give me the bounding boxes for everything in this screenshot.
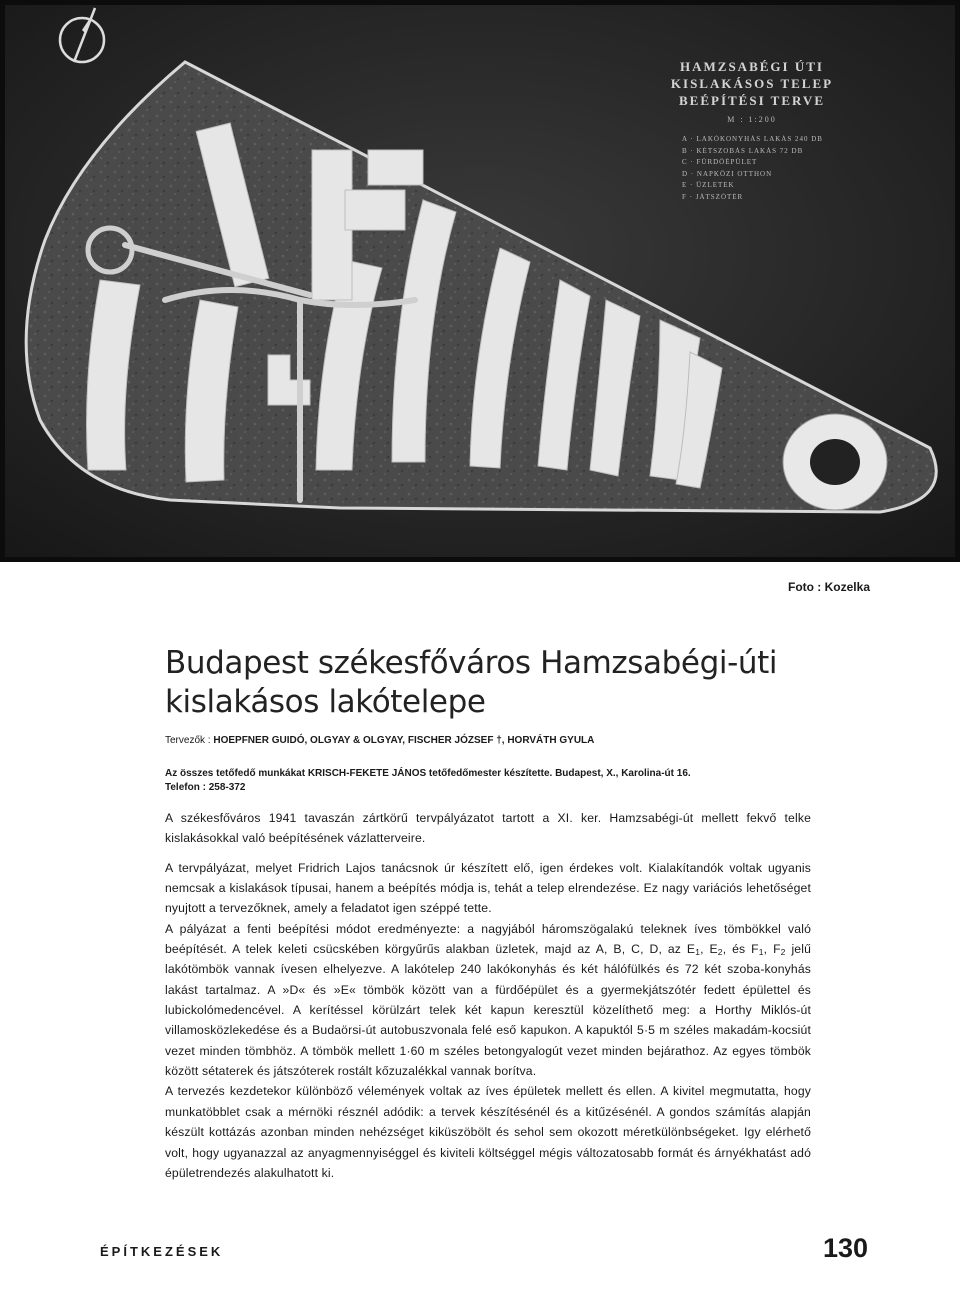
paragraph: A tervpályázat, melyet Fridrich Lajos tanácsnok úr készített elő, igen érdekes volt. Kialakítandók voltak ugyanis nemcsak a kislakások típusai, hanem a beépítés módja is, tehát a telep elrendezése. Ez nagy variációs lehetőséget nyujtott a tervezőknek, amely a feladatot igen széppé tette. (165, 860, 811, 916)
paragraph: A tervezés kezdetekor különböző vélemények voltak az íves épületek mellett és ellen. A kivitel megmutatta, hogy munkatöbblet csak a mérnöki résznél adódik: a tervek készítésénél és a kitűzésénél. A gondos számítás alapján készült kottázás azonban minden nehézséget kiküszöbölt és sehol sem okozott méretkülönbségeket. Igy elérhető volt, hogy ugyanazzal az anyagmennyiséggel és kiviteli költséggel mégis változatosabb formát és árnyékhatást adó épületrendezés alakulhatott ki. (165, 1084, 811, 1180)
magazine-name: ÉPÍTKEZÉSEK (100, 1244, 224, 1259)
designers-credit (165, 735, 845, 746)
plan-legend-title-2: KISLAKÁSOS TELEP (670, 76, 834, 91)
plan-legend-item: B · KÉTSZOBÁS LAKÁS 72 DB (682, 146, 804, 155)
article-body (165, 808, 811, 1183)
designers-names: HOEPFNER GUIDÓ, OLGYAY & OLGYAY, FISCHER JÓZSEF †, HORVÁTH GYULA (213, 735, 595, 746)
plan-legend-item: C · FÜRDŐÉPÜLET (682, 158, 758, 166)
paragraph: A pályázat a fenti beépítési módot eredményezte: a nagyjából háromszögalakú teleknek íves tömbökkel való beépítését. A telek keleti csücskében körgyűrűs alakban üzletek, majd az A, B, C, D, az $E_1$, $E_2$, és $F_1$, $F_2$ jelű lakótömbök vannak ívesen elhelyezve. A lakótelep 240 lakókonyhás és két hálófülkés és 72 két szoba-konyhás lakást tartalmaz. A »D« és »E« tömbök között van a fürdőépület és a gyermekjátszótér fedett épülettel és lubickolómedencével. A kerítéssel körülzárt telek két kapun keresztül közelíthető meg: a Horthy Miklós-út villamosközlekedése és a Budaörsi-út autobuszvonala felé eső kapukon. A kapuktól 5·5 m széles makadám-kocsiút vezet minden tömbhöz. A tömbök mellett 1·60 m széles betongyalogút vezet minden bejárathoz. Az egyes tömbök között sétaterek és játszóterek rostált kőzuzalékkal vannak borítva. (165, 921, 812, 1079)
paragraph: A székesfőváros 1941 tavaszán zártkörű tervpályázatot tartott a XI. ker. Hamzsabégi-út mellett fekvő telke kislakásokkal való beépítésének vázlatterveire. (165, 811, 811, 846)
plan-legend-list (682, 134, 852, 203)
article-title (165, 644, 785, 722)
roofing-note: Az összes tetőfedő munkákat KRISCH-FEKETE JÁNOS tetőfedőmester készítette. Budapest, X., Karolina-út 16. Telefon : 258-372 (165, 768, 691, 793)
building-block (345, 190, 405, 230)
designers-label: Tervezők : (165, 735, 211, 746)
building-block (368, 150, 423, 185)
shop-ring (783, 414, 887, 510)
plan-legend-item: A · LAKÓKONYHÁS LAKÁS 240 DB (682, 135, 823, 143)
page-number: 130 (822, 1233, 868, 1263)
plan-legend (652, 58, 852, 203)
plan-legend-item: F · JÁTSZÓTÉR (682, 192, 744, 201)
plan-legend-title-1: HAMZSABÉGI ÚTI (680, 59, 824, 74)
photo-credit: Foto : Kozelka (787, 580, 870, 594)
plan-legend-item: E · ÜZLETEK (682, 181, 735, 189)
plan-scale: M : 1:200 (727, 115, 777, 124)
title-line-1: Budapest székesfőváros Hamzsabégi-úti (165, 645, 778, 681)
plan-legend-item: D · NAPKÖZI OTTHON (682, 169, 773, 178)
title-line-2: kislakásos lakótelepe (165, 684, 486, 720)
plan-legend-title-3: BEÉPÍTÉSI TERVE (679, 93, 825, 108)
site-plan-photo (0, 0, 960, 562)
